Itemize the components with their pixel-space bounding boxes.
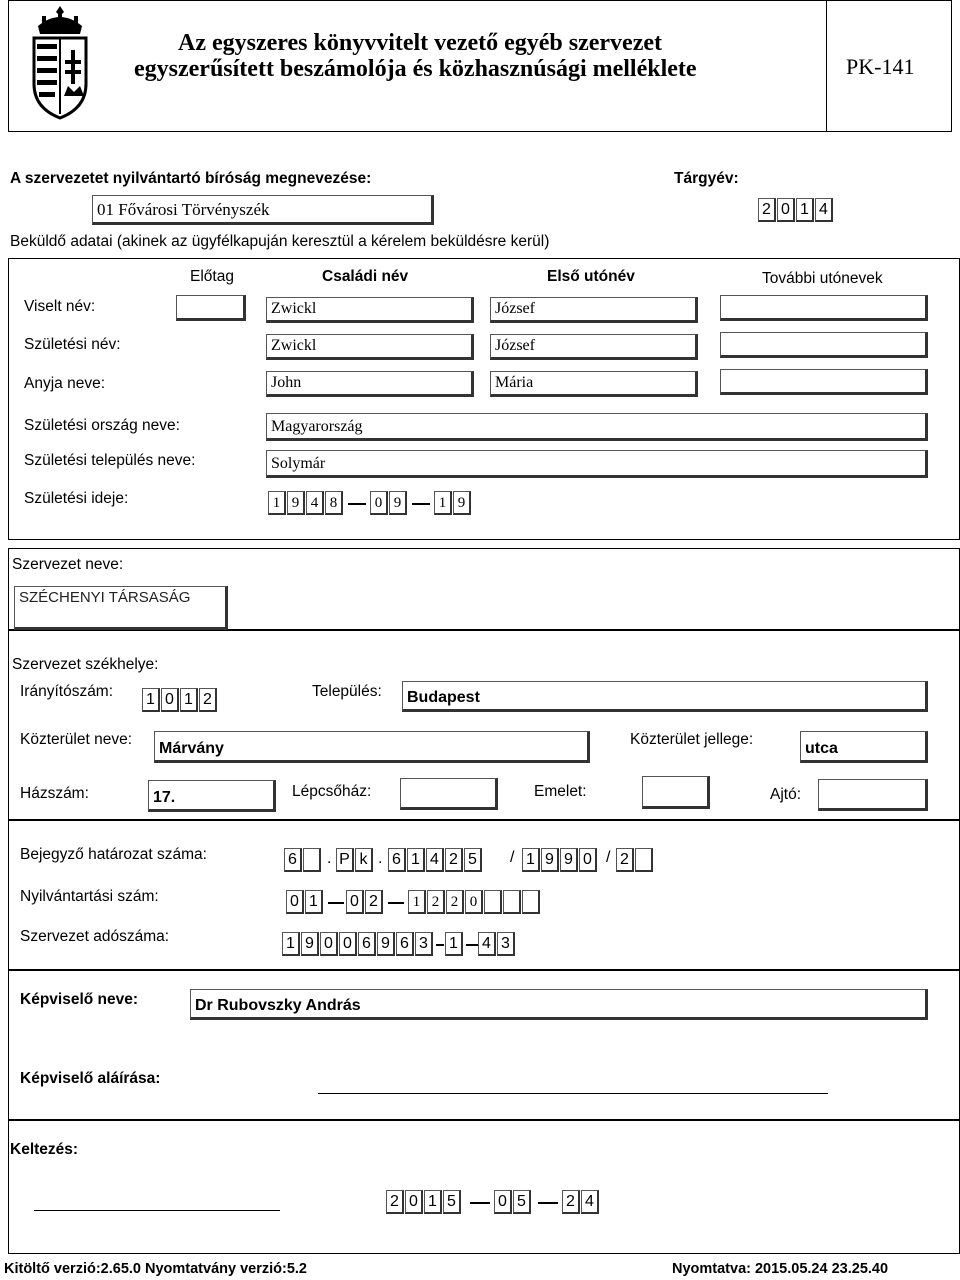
form-title-line1: Az egyszeres könyvvitelt vezető egyéb szervezet [178,30,663,56]
digit-box: 4 [815,198,833,222]
floor-field[interactable] [642,776,710,809]
birth-date-label: Születési ideje: [24,490,129,507]
floor-label: Emelet: [534,783,587,800]
digit-box: 9 [541,848,559,872]
tax-number-label: Szervezet adószáma: [20,928,170,945]
birth-year-digits[interactable] [268,491,344,515]
decision-slash-2: / [606,849,611,866]
decision-part-d[interactable] [522,848,598,872]
digit-box: 6 [396,932,414,956]
mother-name-more[interactable] [720,369,928,395]
dating-label: Keltezés: [10,1141,79,1158]
birth-day-digits[interactable] [434,491,472,515]
reg-part-a[interactable] [286,890,324,914]
decision-part-a[interactable] [284,848,322,872]
digit-box: 5 [513,1190,531,1214]
digit-box [303,848,321,872]
court-field[interactable] [92,195,434,225]
representative-name-label: Képviselő neve: [20,991,139,1008]
sender-heading: Beküldő adatai (akinek az ügyfélkapuján keresztül a kérelem beküldésre kerül) [10,233,550,250]
digit-box: 6 [284,848,302,872]
birth-date-dash-1 [348,503,366,505]
digit-box: 0 [465,890,483,914]
worn-name-label: Viselt név: [24,298,96,315]
digit-box: 1 [522,848,540,872]
birth-name-more[interactable] [720,332,928,358]
digit-box: 2 [562,1190,580,1214]
birth-name-label: Születési név: [24,336,121,353]
digit-box: 1 [180,688,198,712]
street-type-field[interactable]: utca [800,731,928,763]
mother-name-label: Anyja neve: [24,375,105,392]
mother-name-first[interactable]: Mária [490,371,698,397]
col-first: Első utónév [547,268,635,285]
digit-box: 4 [581,1190,599,1214]
digit-box: 2 [199,688,217,712]
zip-digits[interactable] [142,688,218,712]
org-name-label: Szervezet neve: [12,556,124,573]
digit-box: 5 [464,848,482,872]
digit-box: P [336,848,354,872]
worn-name-family[interactable]: Zwickl [266,297,474,323]
birth-date-dash-2 [412,503,430,505]
decision-dot-2: . [378,850,383,867]
decision-part-e[interactable] [616,848,654,872]
digit-box: 0 [494,1190,512,1214]
court-label: A szervezetet nyilvántartó bíróság megnevezése: [10,170,372,187]
birth-month-digits[interactable] [370,491,408,515]
org-name-field[interactable]: SZÉCHENYI TÁRSASÁG [14,586,228,630]
decision-part-b[interactable] [336,848,374,872]
birth-name-family[interactable]: Zwickl [266,334,474,360]
dating-frame [8,1120,960,1254]
digit-box: 1 [445,932,463,956]
court-value: 01 Fővárosi Törvényszék [97,200,270,219]
digit-box: 1 [408,890,426,914]
digit-box: 0 [320,932,338,956]
digit-box: 6 [388,848,406,872]
dating-day-digits[interactable] [562,1190,600,1214]
digit-box: 4 [306,491,324,515]
reg-dash-2 [388,902,404,904]
digit-box: 1 [142,688,160,712]
digit-box: 1 [434,491,452,515]
digit-box: 1 [407,848,425,872]
digit-box: 9 [287,491,305,515]
birth-city-field[interactable]: Solymár [266,450,928,478]
digit-box: 1 [305,890,323,914]
digit-box: 2 [445,848,463,872]
tax-dash-1 [436,944,444,946]
col-family: Családi név [322,268,409,285]
digit-box: 2 [446,890,464,914]
birth-country-label: Születési ország neve: [24,417,180,434]
form-code: PK-141 [846,54,915,79]
col-prefix: Előtag [190,268,234,285]
digit-box: 0 [579,848,597,872]
door-field[interactable] [818,779,928,811]
dating-dash-2 [538,1202,558,1204]
digit-box: k [355,848,373,872]
worn-name-more[interactable] [720,295,928,321]
digit-box: 6 [358,932,376,956]
door-label: Ajtó: [770,786,802,803]
digit-box: 0 [339,932,357,956]
subject-year-digits[interactable] [758,198,834,222]
street-field[interactable]: Márvány [154,731,590,763]
digit-box: 9 [453,491,471,515]
digit-box: 3 [415,932,433,956]
reg-part-b[interactable] [346,890,384,914]
reg-number-label: Nyilvántartási szám: [20,888,159,905]
digit-box: 1 [796,198,814,222]
digit-box: 2 [758,198,776,222]
representative-signature-label: Képviselő aláírása: [20,1070,161,1087]
reg-dash-1 [328,902,344,904]
digit-box: 9 [389,491,407,515]
digit-box: 1 [282,932,300,956]
digit-box: 9 [560,848,578,872]
reg-part-c[interactable] [408,890,541,914]
digit-box: 3 [497,932,515,956]
signature-line[interactable] [318,1093,828,1094]
digit-box: 0 [777,198,795,222]
dating-year-digits[interactable] [386,1190,462,1214]
digit-box: 1 [268,491,286,515]
worn-name-first[interactable]: József [490,297,698,323]
digit-box [503,890,521,914]
col-more: További utónevek [762,270,883,287]
digit-box: 0 [346,890,364,914]
footer-version: Kitöltő verzió:2.65.0 Nyomtatvány verzió:5.2 [4,1261,307,1277]
dating-month-digits[interactable] [494,1190,532,1214]
digit-box [522,890,540,914]
digit-box: 2 [386,1190,404,1214]
form-title-line2: egyszerűsített beszámolója és közhasznúsági melléklete [134,56,697,82]
footer-printed: Nyomtatva: 2015.05.24 23.25.40 [672,1261,889,1277]
tax-part-c[interactable] [478,932,516,956]
street-type-label: Közterület jellege: [630,731,754,748]
stair-field[interactable] [400,778,498,810]
digit-box: 0 [286,890,304,914]
digit-box: 4 [478,932,496,956]
decision-part-c[interactable] [388,848,483,872]
digit-box [635,848,653,872]
digit-box: 9 [377,932,395,956]
birth-city-label: Születési település neve: [24,452,196,469]
digit-box: 8 [325,491,343,515]
worn-name-prefix[interactable] [176,295,246,321]
city-field[interactable]: Budapest [402,681,928,712]
digit-box: 2 [427,890,445,914]
digit-box: 0 [161,688,179,712]
decision-dot-1: . [327,850,332,867]
decision-slash-1: / [510,849,515,866]
coat-of-arms-logo [28,4,92,122]
digit-box: 4 [426,848,444,872]
mother-name-family[interactable]: John [266,371,474,397]
seat-heading: Szervezet székhelye: [12,656,159,673]
tax-part-a[interactable] [282,932,434,956]
zip-label: Irányítószám: [20,683,114,700]
street-label: Közterület neve: [20,731,133,748]
digit-box: 2 [616,848,634,872]
digit-box: 2 [365,890,383,914]
tax-dash-2 [466,944,478,946]
digit-box: 1 [424,1190,442,1214]
digit-box: 9 [301,932,319,956]
decision-label: Bejegyző határozat száma: [20,846,207,863]
digit-box: 0 [405,1190,423,1214]
city-label: Település: [312,683,382,700]
place-line[interactable] [34,1210,280,1211]
house-label: Házszám: [20,785,89,802]
birth-name-first[interactable]: József [490,334,698,360]
birth-country-field[interactable]: Magyarország [266,413,928,441]
dating-dash-1 [470,1202,490,1204]
digit-box: 0 [370,491,388,515]
house-field[interactable]: 17. [148,780,276,812]
digit-box: 5 [443,1190,461,1214]
tax-part-b[interactable] [445,932,464,956]
stair-label: Lépcsőház: [292,783,372,800]
subject-year-label: Tárgyév: [674,170,739,187]
digit-box [484,890,502,914]
representative-name-field[interactable]: Dr Rubovszky András [190,989,928,1020]
